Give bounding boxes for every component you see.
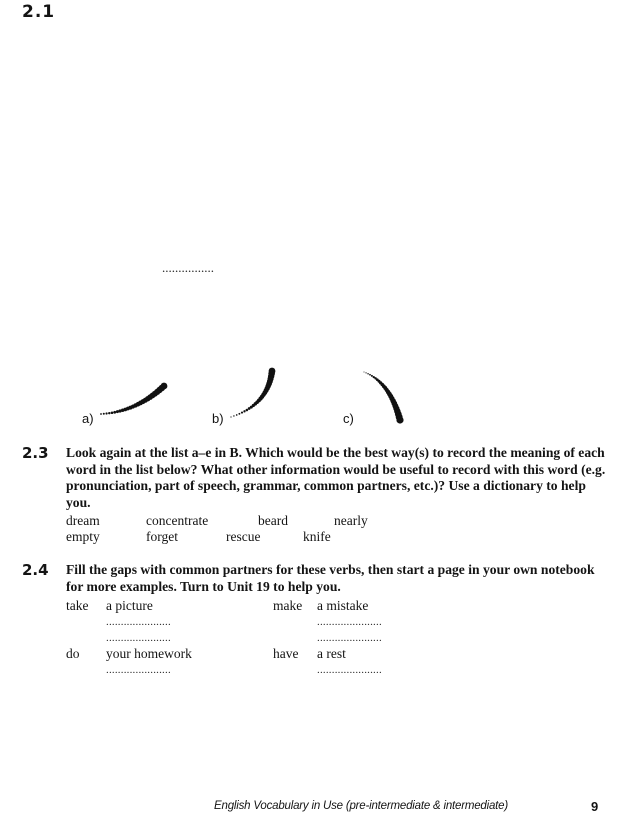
exercise-2-3-instructions: Look again at the list a–e in B. Which would be the best way(s) to record the meaning of each word in the list below? What other information would be useful to record with this word (e.g. pronunciation, part of speech, grammar, common partners, etc.)? Use a dictionary to help you.	[66, 445, 606, 510]
verb-label: have	[273, 646, 299, 661]
section-number: 2.1	[22, 2, 56, 22]
word-list-item: beard	[258, 513, 288, 528]
verb-label: do	[66, 646, 80, 661]
verb-partner: a rest	[317, 646, 346, 661]
exercise-2-4-instructions: Fill the gaps with common partners for these verbs, then start a page in your own notebook for more examples. Turn to Unit 19 to help you.	[66, 562, 595, 594]
page-number: 9	[591, 799, 599, 814]
word-list-item: nearly	[334, 513, 368, 528]
gap-line: ......................	[106, 632, 171, 644]
word-list-item: concentrate	[146, 513, 209, 528]
verb-partner: your homework	[106, 646, 192, 661]
gap-line: ......................	[317, 632, 382, 644]
option-label-a: a)	[82, 411, 94, 426]
gap-line: ......................	[106, 664, 171, 676]
verb-partner: a picture	[106, 598, 153, 613]
answer-line: ................	[162, 260, 214, 275]
stroke-diagram-a	[98, 378, 170, 422]
stroke-diagram-b	[228, 365, 278, 421]
exercise-number-2-4: 2.4	[22, 561, 49, 579]
stroke-diagram-c	[356, 368, 406, 430]
verb-partner: a mistake	[317, 598, 369, 613]
word-list-item: forget	[146, 529, 178, 544]
option-label-b: b)	[212, 411, 224, 426]
gap-line: ......................	[317, 616, 382, 628]
gap-line: ......................	[106, 616, 171, 628]
word-list-item: knife	[303, 529, 331, 544]
verb-label: take	[66, 598, 89, 613]
word-list-item: empty	[66, 529, 100, 544]
book-title-footer: English Vocabulary in Use (pre-intermediate & intermediate)	[214, 800, 508, 812]
verb-label: make	[273, 598, 303, 613]
word-list-item: rescue	[226, 529, 261, 544]
exercise-number-2-3: 2.3	[22, 444, 49, 462]
word-list-item: dream	[66, 513, 100, 528]
gap-line: ......................	[317, 664, 382, 676]
option-label-c: c)	[343, 411, 354, 426]
